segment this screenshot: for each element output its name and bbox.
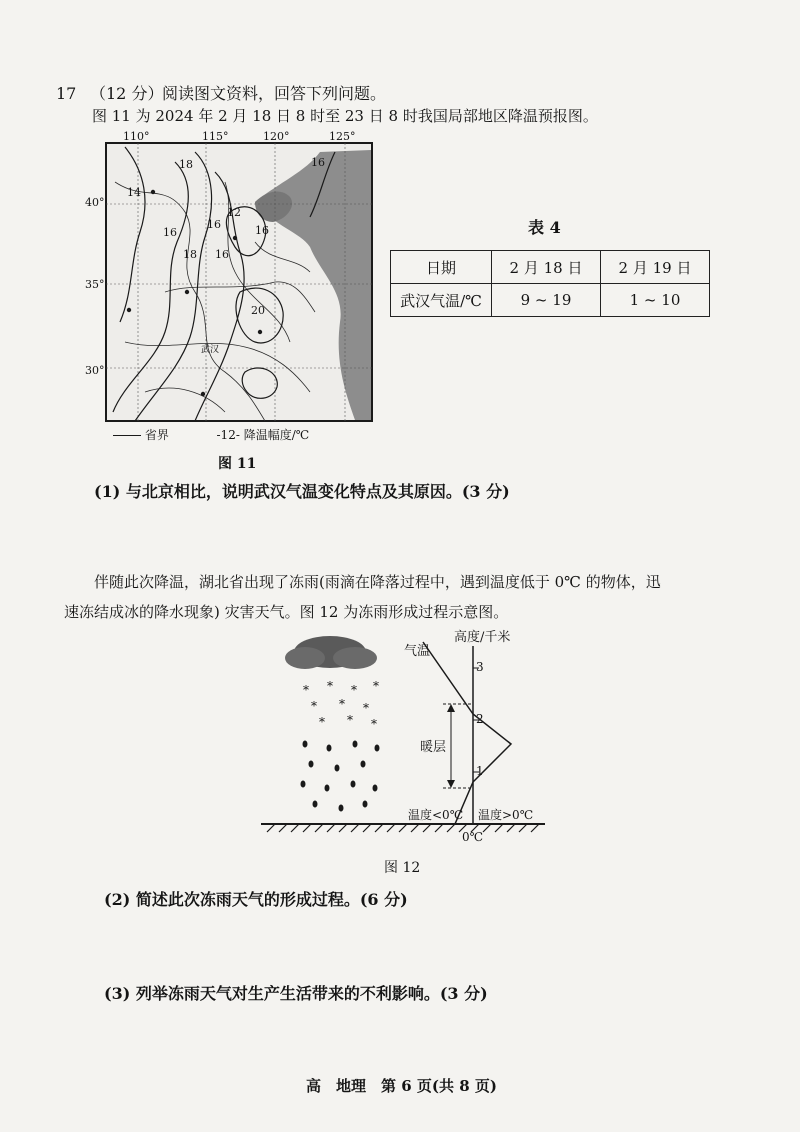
lon-label-115: 115° [202,130,229,143]
svg-text:*: * [363,701,369,715]
contour-label-6: 16 [255,224,269,237]
table4-header-day1: 2 月 18 日 [492,251,601,284]
lon-label-120: 120° [263,130,290,143]
cooling-forecast-map [85,128,383,448]
table4 [390,250,710,317]
question-3: (3) 列举冻雨天气对生产生活带来的不利影响。(3 分) [104,984,488,1003]
question-intro: 阅读图文资料，回答下列问题。 [162,84,387,103]
contour-label-2: 14 [127,186,141,199]
raindrop-icons [301,741,380,812]
contour-label-10: 16 [311,156,325,169]
figure11-caption: 图 11 为 2024 年 2 月 18 日 8 时至 23 日 8 时我国局部地区降温预报图。 [92,107,598,125]
map-frame [105,142,375,424]
contour-label-1: 18 [179,158,193,171]
table4-header-date: 日期 [391,251,492,284]
passage-line-2: 速冻结成冰的降水现象) 灾害天气。图 12 为冻雨形成过程示意图。 [64,603,509,621]
table4-header-day2: 2 月 19 日 [601,251,710,284]
page-footer: 高 地理 第 6 页(共 8 页) [306,1077,497,1095]
contour-label-5: 16 [207,218,221,231]
cloud-icon [285,636,377,669]
above-zero-label: 温度>0℃ [478,808,534,822]
svg-text:*: * [311,699,317,713]
figure12-label: 图 12 [384,860,421,876]
height-axis-label: 高度/千米 [454,630,511,645]
svg-text:*: * [371,717,377,731]
figure11-label: 图 11 [218,456,257,472]
table4-title: 表 4 [528,218,561,237]
tick-label-1: 1 [476,764,484,778]
passage-line-1: 伴随此次降温，湖北省出现了冻雨(雨滴在降落过程中，遇到温度低于 0℃ 的物体，迅 [94,573,661,591]
lat-label-35: 35° [85,278,105,291]
svg-text:*: * [351,683,357,697]
legend-boundary-label: 省界 [144,428,169,442]
lon-label-110: 110° [123,130,150,143]
contour-label-7: 16 [215,248,229,261]
svg-text:*: * [319,715,325,729]
warm-layer-label: 暖层 [420,740,447,755]
contour-label-9: 20 [251,304,265,317]
svg-text:*: * [347,713,353,727]
zero-degree-label: 0℃ [462,830,484,844]
contour-label-3: 16 [163,226,177,239]
temperature-profile-line [423,642,511,824]
lat-label-40: 40° [85,196,105,209]
contour-label-8: 18 [183,248,197,261]
question-1: (1) 与北京相比，说明武汉气温变化特点及其原因。(3 分) [94,482,510,501]
city-label-wuhan: 武汉 [201,345,220,355]
table4-row-label: 武汉气温/℃ [391,284,492,317]
table4-value-day2: 1 ~ 10 [601,284,710,317]
boundary-line-symbol [113,435,141,436]
legend-contour-value: -12- [216,428,240,442]
legend-contour-label: 降温幅度/℃ [243,428,310,442]
question-2: (2) 简述此次冻雨天气的形成过程。(6 分) [104,890,408,909]
svg-text:*: * [373,679,379,693]
snowflake-icons [303,679,379,731]
table4-header-row [391,251,710,284]
svg-text:*: * [339,697,345,711]
map-legend [113,426,309,443]
svg-text:*: * [327,679,333,693]
temperature-label: 气温 [404,644,431,659]
tick-label-3: 3 [476,660,484,674]
lon-label-125: 125° [329,130,356,143]
svg-text:*: * [303,683,309,697]
question-score: （12 分） [90,84,164,103]
below-zero-label: 温度<0℃ [408,808,464,822]
table4-data-row [391,284,710,317]
table4-value-day1: 9 ~ 19 [492,284,601,317]
lat-label-30: 30° [85,364,105,377]
question-number: 17 [56,84,77,103]
tick-label-2: 2 [476,712,484,726]
contour-label-4: 12 [227,206,241,219]
